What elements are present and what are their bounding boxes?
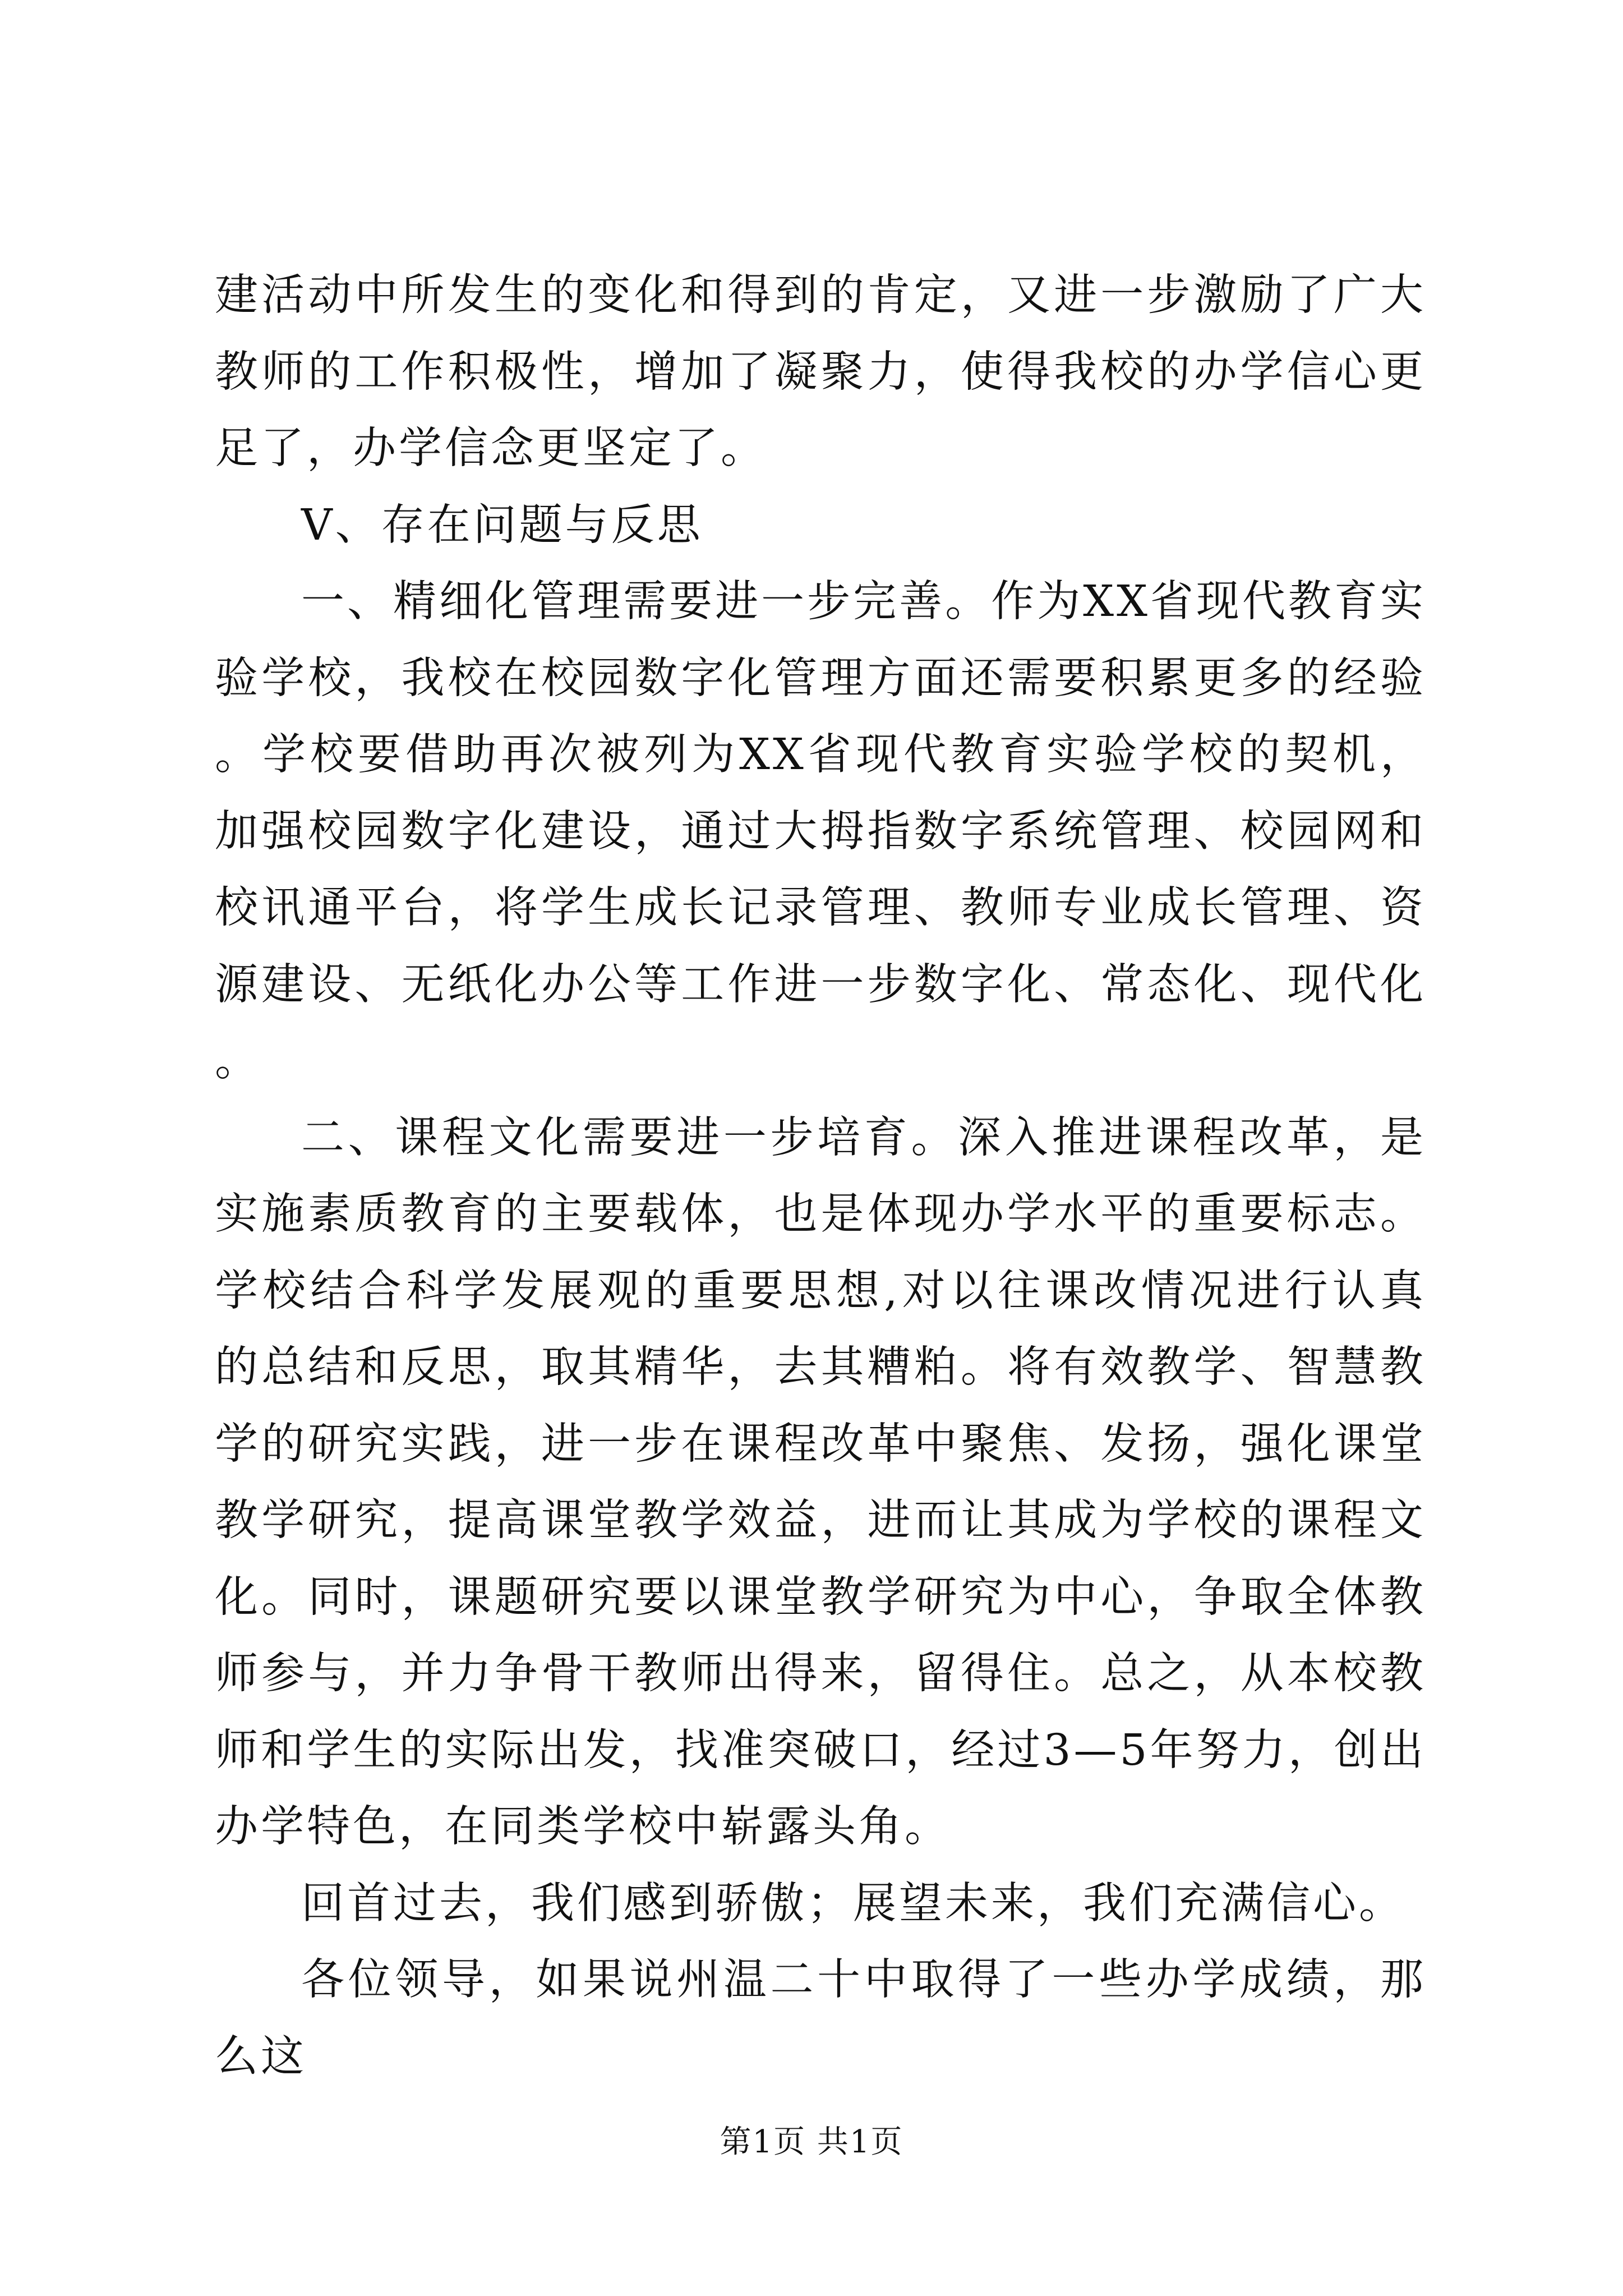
paragraph-closing: 各位领导，如果说州温二十中取得了一些办学成绩，那么这 [215,1955,1426,2082]
page-footer: 第1页 共1页 [720,2124,903,2160]
section-heading: Ⅴ、存在问题与反思 [301,500,703,550]
paragraph-continuation: 建活动中所发生的变化和得到的肯定，又进一步激励了广大教师的工作积极性，增加了凝聚力，使得我校的办学信心更足了，办学信念更坚定了。 [215,270,1426,473]
paragraph-outlook: 回首过去，我们感到骄傲；展望未来，我们充满信心。 [301,1878,1405,1929]
paragraph-problem-2: 二、课程文化需要进一步培育。深入推进课程改革，是实施素质教育的主要载体，也是体现办学水平的重要标志。学校结合科学发展观的重要思想,对以往课改情况进行认真的总结和反思，取其精华，去其糟粕。将有效教学、智慧教学的研究实践，进一步在课程改革中聚焦、发扬，强化课堂教学研究，提高课堂教学效益，进而让其成为学校的课程文化。同时，课题研究要以课堂教学研究为中心，争取全体教师参与，并力争骨干教师出得来，留得住。总之，从本校教师和学生的实际出发，找准突破口，经过3—5年努力，创出办学特色，在同类学校中崭露头角。 [215,1112,1426,1852]
document-body [215,257,1426,2095]
paragraph-problem-1: 一、精细化管理需要进一步完善。作为XX省现代教育实验学校，我校在校园数字化管理方面还需要积累更多的经验。学校要借助再次被列为XX省现代教育实验学校的契机，加强校园数字化建设，通过大拇指数字系统管理、校园网和校讯通平台，将学生成长记录管理、教师专业成长管理、资源建设、无纸化办公等工作进一步数字化、常态化、现代化。 [215,577,1426,1086]
